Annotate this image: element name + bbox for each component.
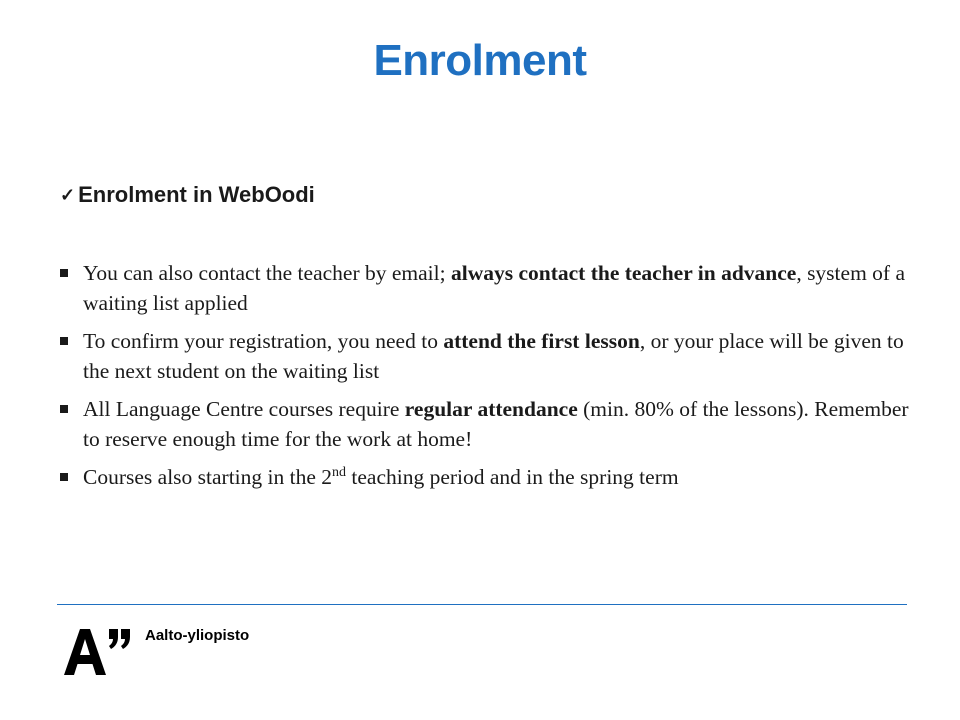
square-bullet-icon — [60, 269, 68, 277]
bullet-text-pre: To confirm your registration, you need to — [83, 329, 444, 353]
bullet-item — [60, 394, 910, 454]
bullet-text-bold: always contact the teacher in advance — [450, 261, 797, 285]
bullet-text-bold: attend the first lesson — [443, 329, 640, 353]
square-bullet-icon — [60, 337, 68, 345]
bullet-text-pre: Courses also starting in the 2 — [83, 465, 333, 489]
subheading-text: Enrolment in WebOodi — [78, 182, 315, 207]
square-bullet-icon — [60, 405, 68, 413]
bullet-text-post: , or your place will be given to the next student on the waiting list — [83, 329, 904, 383]
bullet-item — [60, 462, 910, 492]
bullet-list — [60, 258, 910, 500]
bullet-text-post: , system of a waiting list applied — [83, 261, 905, 315]
footer-divider — [57, 604, 907, 605]
bullet-text-post: (min. 80% of the lessons). Remember to reserve enough time for the work at home! — [83, 397, 909, 451]
logo-text: Aalto-yliopisto — [145, 627, 250, 644]
square-bullet-icon — [60, 473, 68, 481]
bullet-item — [60, 258, 910, 318]
bullet-text-post: teaching period and in the spring term — [346, 465, 679, 489]
subheading — [60, 182, 315, 208]
slide-title: Enrolment — [373, 36, 587, 85]
aalto-logo-icon — [64, 628, 134, 676]
bullet-text-pre: All Language Centre courses require — [83, 397, 405, 421]
bullet-text-bold: regular attendance — [404, 397, 578, 421]
bullet-item — [60, 326, 910, 386]
check-icon: ✓ — [60, 184, 76, 205]
bullet-text-pre: You can also contact the teacher by email; — [83, 261, 451, 285]
bullet-text-superscript: nd — [332, 464, 347, 480]
